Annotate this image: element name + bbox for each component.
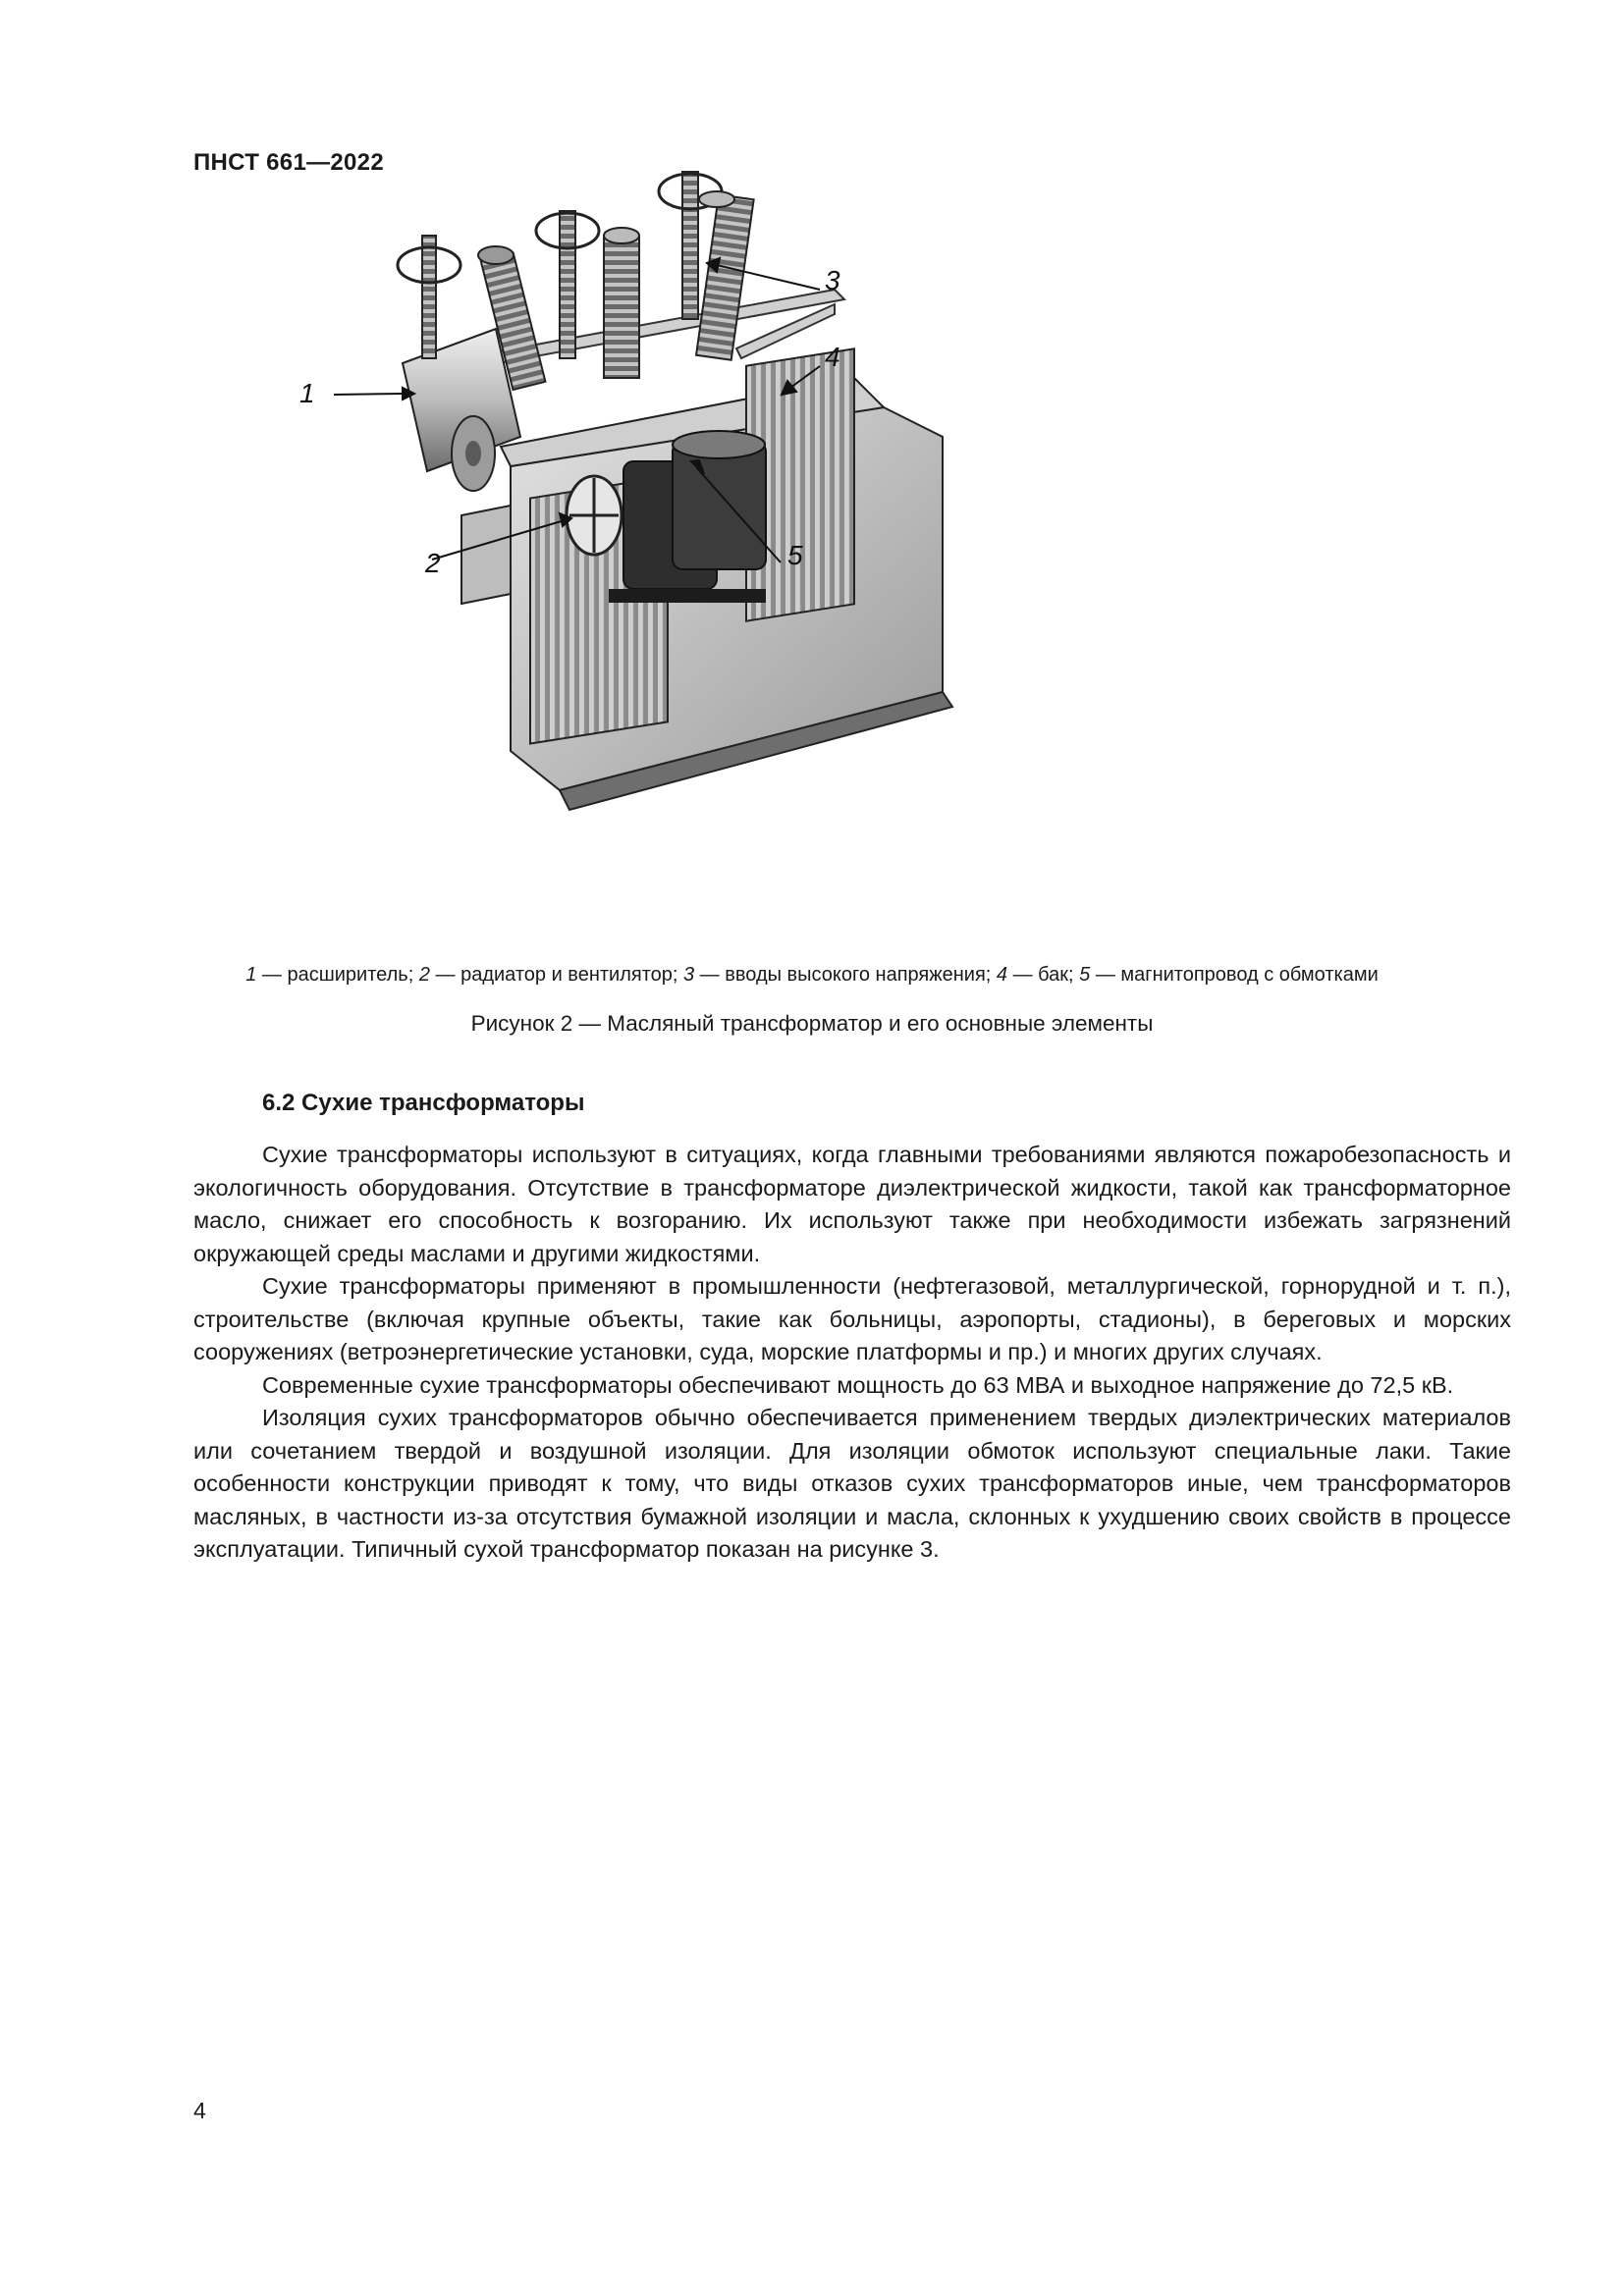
legend-text-4: — бак; [1007, 964, 1080, 986]
legend-text-1: — расширитель; [256, 964, 419, 986]
paragraph: Изоляция сухих трансформаторов обычно обеспечивается применением твердых диэлектрических материалов или сочетанием твердой и воздушной изоляции. Для изоляции обмоток используют специальные лаки. Такие особенности конструкции приводят к тому, что виды отказов сухих трансформаторов иные, чем трансформаторов масляных, в частности из-за отсутствия бумажной изоляции и масла, склонных к ухудшению своих свойств в процессе эксплуатации. Типичный сухой трансформатор показан на рисунке 3. [193, 1405, 1511, 1562]
callout-3: 3 [825, 265, 840, 295]
paragraph: Сухие трансформаторы применяют в промышленности (нефтегазовой, металлургической, горнорудной и т. п.), строительстве (включая крупные объекты, такие как больницы, аэропорты, стадионы), в береговых и морских сооружениях (ветроэнергетические установки, суда, морские платформы и пр.) и многих других случаях. [193, 1273, 1511, 1364]
paragraph: Сухие трансформаторы используют в ситуациях, когда главными требованиями являются пожаробезопасность и экологичность оборудования. Отсутствие в трансформаторе диэлектрической жидкости, такой как трансформаторное масло, снижает его способность к возгоранию. Их используют также при необходимости избежать загрязнений окружающей среды маслами и другими жидкостями. [193, 1142, 1511, 1266]
figure-caption: Рисунок 2 — Масляный трансформатор и его основные элементы [470, 1011, 1154, 1036]
paragraph: Современные сухие трансформаторы обеспечивают мощность до 63 МВА и выходное напряжение до 72,5 кВ. [262, 1371, 1454, 1398]
figure-legend [0, 964, 1624, 987]
legend-text-3: — вводы высокого напряжения; [694, 964, 997, 986]
legend-text-2: — радиатор и вентилятор; [429, 964, 683, 986]
page-number: 4 [193, 2098, 206, 2123]
section-body [193, 1139, 1511, 1567]
oil-transformer-illustration [299, 221, 1276, 937]
legend-num-3: 3 [683, 964, 695, 986]
callout-4: 4 [825, 342, 840, 372]
document-id-header: ПНСТ 661—2022 [193, 149, 384, 176]
callout-2: 2 [425, 548, 441, 578]
legend-num-2: 2 [418, 964, 430, 986]
legend-num-5: 5 [1079, 964, 1091, 986]
legend-num-4: 4 [996, 964, 1008, 986]
transformer-figure [299, 221, 1276, 937]
legend-text-5: — магнитопровод с обмотками [1090, 964, 1379, 986]
radiator-fan [567, 476, 622, 555]
callout-5: 5 [787, 540, 803, 570]
callout-1: 1 [299, 378, 315, 408]
legend-num-1: 1 [245, 964, 257, 986]
section-title: 6.2 Сухие трансформаторы [262, 1090, 585, 1116]
